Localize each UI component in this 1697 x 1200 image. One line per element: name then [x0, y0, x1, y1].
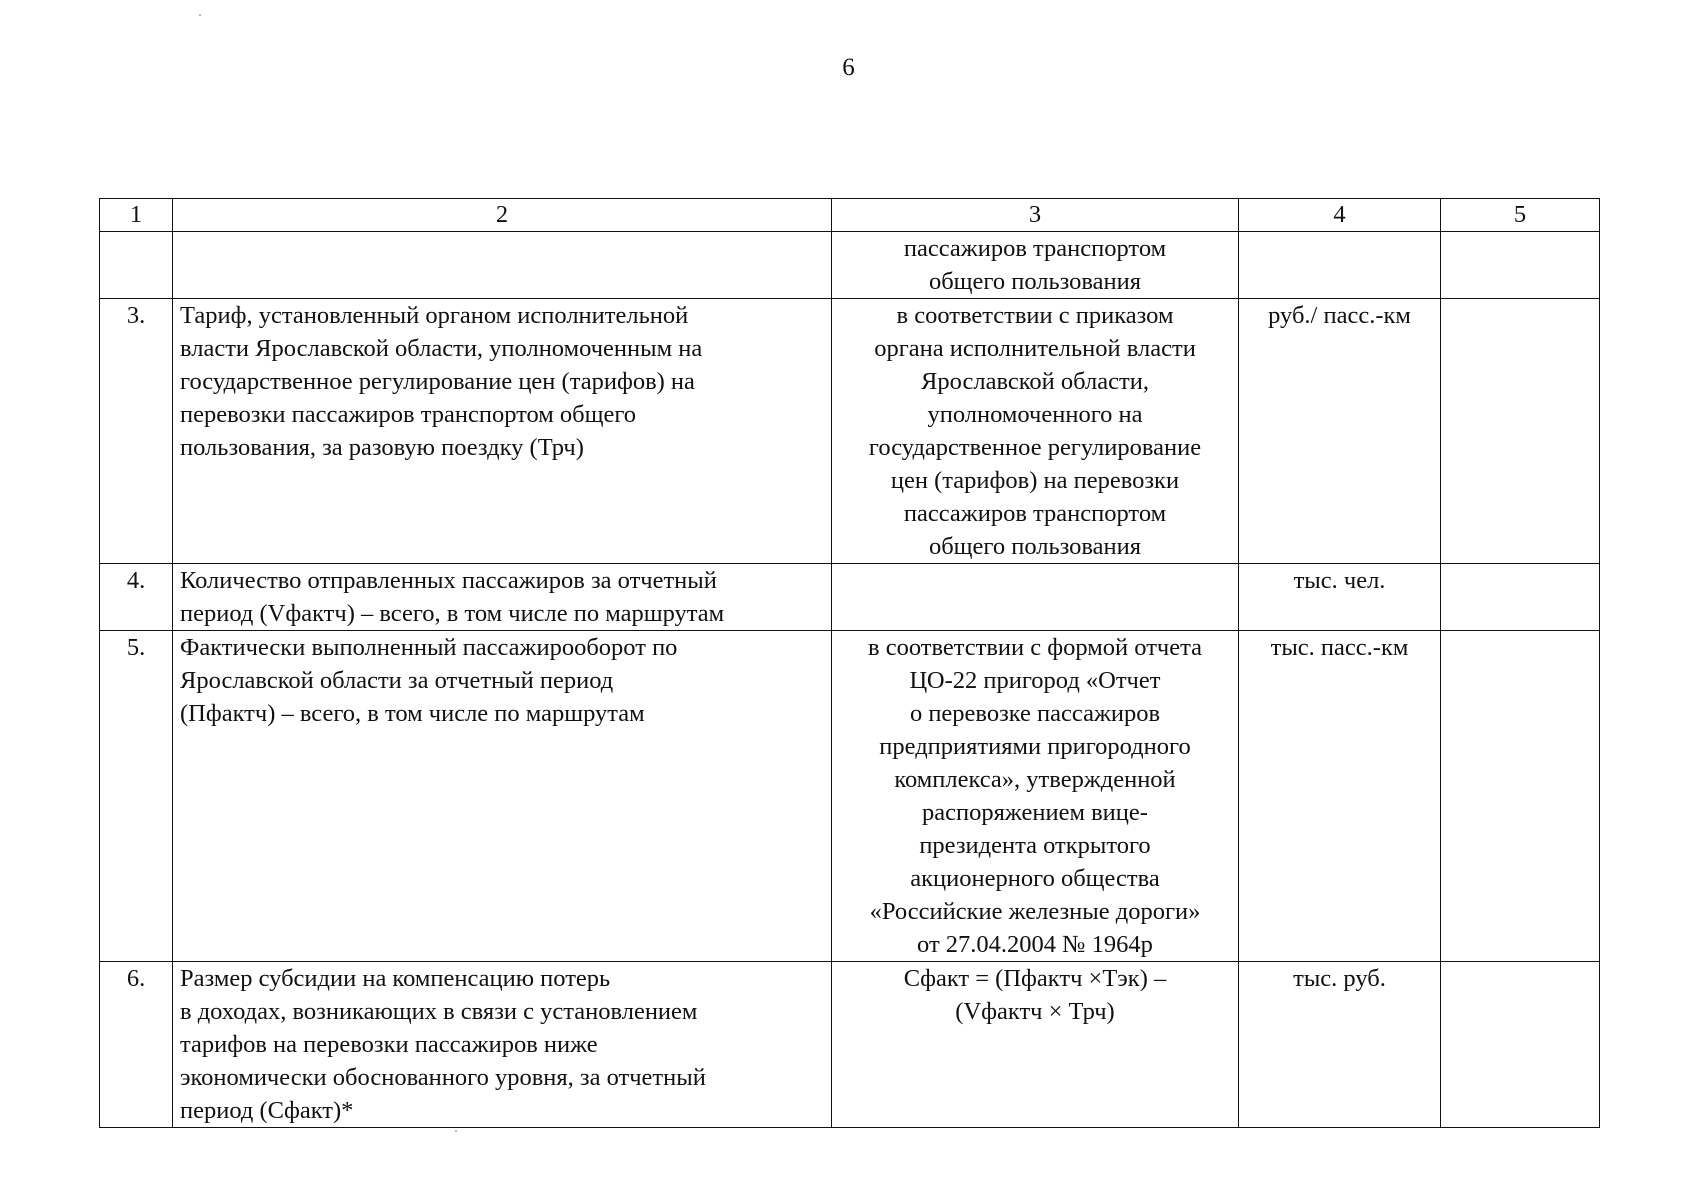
indicator-name-cell: Размер субсидии на компенсацию потерь в доходах, возникающих в связи с установлением тарифов на перевозки пассажиров ниже экономически обоснованного уровня, за отчетный период (Сфакт)*: [173, 962, 832, 1128]
indicator-name-cell: [173, 232, 832, 299]
header-cell: 3: [832, 199, 1239, 232]
row-number-cell: 3.: [100, 299, 173, 564]
row-number-cell: 6.: [100, 962, 173, 1128]
unit-cell: тыс. пасс.-км: [1239, 631, 1441, 962]
scan-speck: [199, 14, 201, 16]
header-cell: 2: [173, 199, 832, 232]
table-row: [100, 299, 1600, 564]
table-header-row: [100, 199, 1600, 232]
calculation-method-cell: пассажиров транспортом общего пользования: [832, 232, 1239, 299]
unit-cell: тыс. руб.: [1239, 962, 1441, 1128]
calculation-method-cell: Сфакт = (Пфактч ×Тэк) – (Vфактч × Трч): [832, 962, 1239, 1128]
value-cell: [1441, 232, 1600, 299]
indicator-name-cell: Фактически выполненный пассажирооборот по Ярославской области за отчетный период (Пфактч) – всего, в том числе по маршрутам: [173, 631, 832, 962]
indicator-name-cell: Количество отправленных пассажиров за отчетный период (Vфактч) – всего, в том числе по маршрутам: [173, 564, 832, 631]
table-row: [100, 232, 1600, 299]
table-row: [100, 962, 1600, 1128]
table-row: [100, 631, 1600, 962]
value-cell: [1441, 962, 1600, 1128]
calculation-method-cell: в соответствии с формой отчета ЦО-22 пригород «Отчет о перевозке пассажиров предприятиями пригородного комплекса», утвержденной распоряжением вице- президента открытого акционерного общества «Российские железные дороги» от 27.04.2004 № 1964р: [832, 631, 1239, 962]
value-cell: [1441, 299, 1600, 564]
unit-cell: [1239, 232, 1441, 299]
table-row: [100, 564, 1600, 631]
data-table: [99, 198, 1600, 1128]
row-number-cell: 4.: [100, 564, 173, 631]
header-cell: 5: [1441, 199, 1600, 232]
row-number-cell: 5.: [100, 631, 173, 962]
calculation-method-cell: в соответствии с приказом органа исполнительной власти Ярославской области, уполномоченного на государственное регулирование цен (тарифов) на перевозки пассажиров транспортом общего пользования: [832, 299, 1239, 564]
header-cell: 1: [100, 199, 173, 232]
unit-cell: руб./ пасс.-км: [1239, 299, 1441, 564]
unit-cell: тыс. чел.: [1239, 564, 1441, 631]
calculation-method-cell: [832, 564, 1239, 631]
row-number-cell: [100, 232, 173, 299]
value-cell: [1441, 564, 1600, 631]
scan-speck: [455, 1130, 457, 1132]
page-number: 6: [842, 54, 855, 81]
indicator-name-cell: Тариф, установленный органом исполнительной власти Ярославской области, уполномоченным на государственное регулирование цен (тарифов) на перевозки пассажиров транспортом общего пользования, за разовую поездку (Трч): [173, 299, 832, 564]
value-cell: [1441, 631, 1600, 962]
header-cell: 4: [1239, 199, 1441, 232]
